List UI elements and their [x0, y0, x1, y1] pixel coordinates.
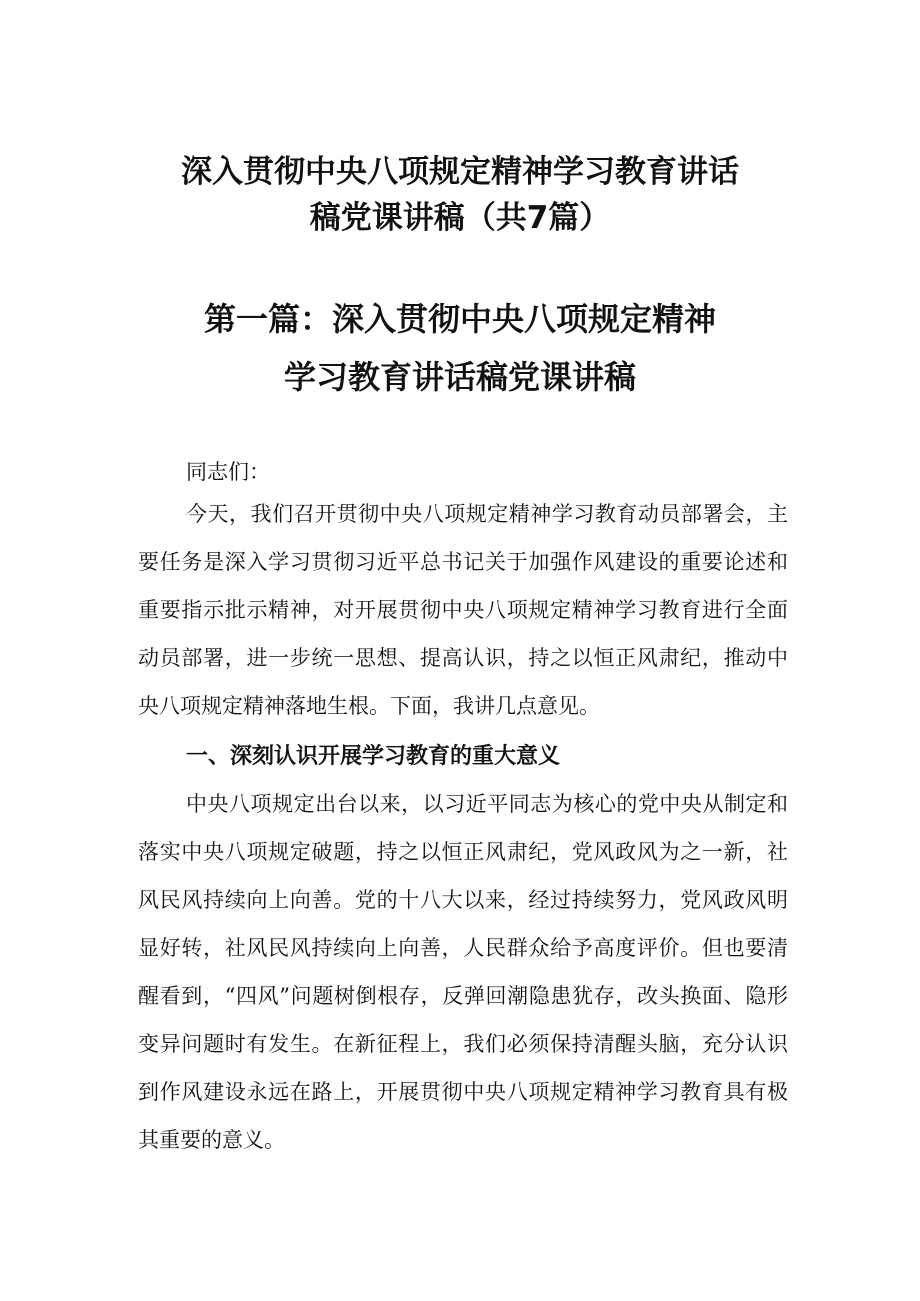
chapter-title-line2: 学习教育讲话稿党课讲稿: [283, 358, 636, 396]
document-title-line1: 深入贯彻中央八项规定精神学习教育讲话: [181, 154, 739, 190]
section-heading-1: 一、深刻认识开展学习教育的重大意义: [186, 744, 561, 769]
paragraph-section1: 中央八项规定出台以来，以习近平同志为核心的党中央从制定和落实中央八项规定破题，持之以恒正风肃纪，党风政风为之一新，社风民风持续向上向善。党的十八大以来，经过持续努力，党风政风明显好转，社风民风持续向上向善，人民群众给予高度评价。但也要清醒看到，“四风”问题树倒根存，反弹回潮隐患犹存，改头换面、隐形变异问题时有发生。在新征程上，我们必须保持清醒头脑，充分认识到作风建设永远在路上，开展贯彻中央八项规定精神学习教育具有极其重要的意义。: [138, 792, 788, 1152]
document-title-line2: 稿党课讲稿（共7篇）: [309, 200, 611, 236]
paragraph-intro: 今天，我们召开贯彻中央八项规定精神学习教育动员部署会，主要任务是深入学习贯彻习近平总书记关于加强作风建设的重要论述和重要指示批示精神，对开展贯彻中央八项规定精神学习教育进行全面动员部署，进一步统一思想、提高认识，持之以恒正风肃纪，推动中央八项规定精神落地生根。下面，我讲几点意见。: [138, 502, 788, 718]
chapter-title-line1: 第一篇：深入贯彻中央八项规定精神: [203, 300, 716, 338]
salutation: 同志们：: [186, 460, 270, 484]
